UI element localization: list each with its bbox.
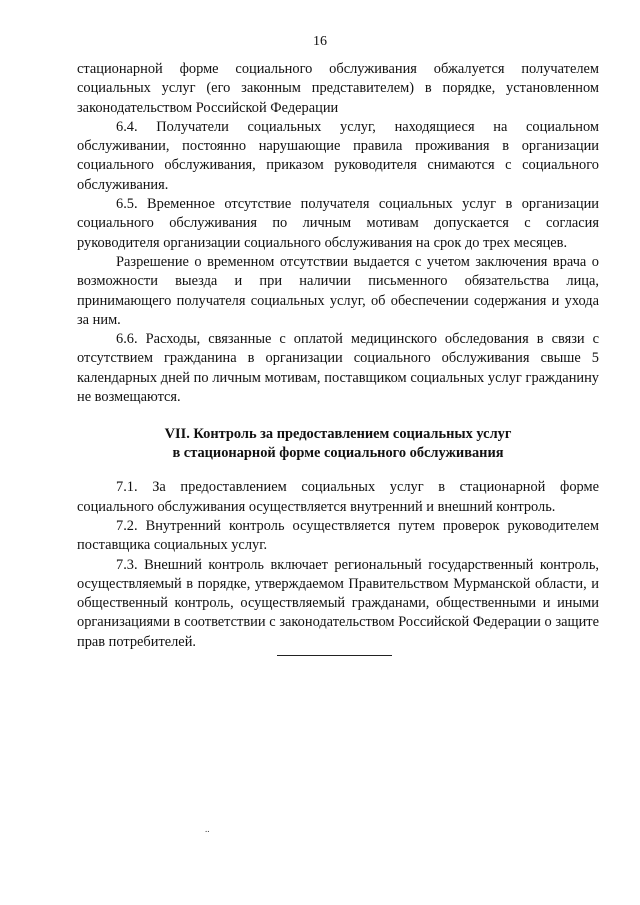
section-7-heading-line-1: VII. Контроль за предоставлением социальных услуг — [164, 426, 512, 443]
paragraph-continuation: стационарной форме социального обслуживания обжалуется получателем социальных услуг (его законным представителем) в порядке, установленном законодательством Российской Федерации — [77, 61, 599, 116]
scan-mark: .. — [205, 824, 210, 834]
paragraph-6-6: 6.6. Расходы, связанные с оплатой медицинского обследования в связи с отсутствием гражданина в организации социального обслуживания свыше 5 календарных дней по личным мотивам, поставщиком социальных услуг гражданину не возмещаются. — [77, 331, 599, 406]
document-body — [77, 60, 599, 652]
section-7-heading — [77, 425, 599, 463]
paragraph-6-5: 6.5. Временное отсутствие получателя социальных услуг в организации социального обслуживания по личным мотивам допускается с согласия руководителя организации социального обслуживания на срок до трех месяцев. — [77, 196, 599, 251]
paragraph-7-2: 7.2. Внутренний контроль осуществляется путем проверок руководителем поставщика социальных услуг. — [77, 517, 599, 554]
paragraph-7-3: 7.3. Внешний контроль включает региональный государственный контроль, осуществляемый в порядке, утверждаемом Правительством Мурманской области, и общественный контроль, осуществляемый гражданами, общественными и иными организациями в соответствии с законодательством Российской Федерации о защите прав потребителей. — [77, 556, 599, 650]
paragraph-6-4: 6.4. Получатели социальных услуг, находящиеся на социальном обслуживании, постоянно нарушающие правила проживания в организации социального обслуживания, приказом руководителя снимаются с социального обслуживания. — [77, 118, 599, 193]
section-7-heading-line-2: в стационарной форме социального обслуживания — [172, 445, 504, 462]
end-of-document-rule — [277, 655, 392, 656]
page-number: 16 — [313, 34, 327, 49]
paragraph-temporary-absence: Разрешение о временном отсутствии выдается с учетом заключения врача о возможности выезда и при наличии письменного обязательства лица, принимающего получателя социальных услуг, об обеспечении содержания и ухода за ним. — [77, 253, 599, 328]
paragraph-7-1: 7.1. За предоставлением социальных услуг в стационарной форме социального обслуживания осуществляется внутренний и внешний контроль. — [77, 479, 599, 515]
